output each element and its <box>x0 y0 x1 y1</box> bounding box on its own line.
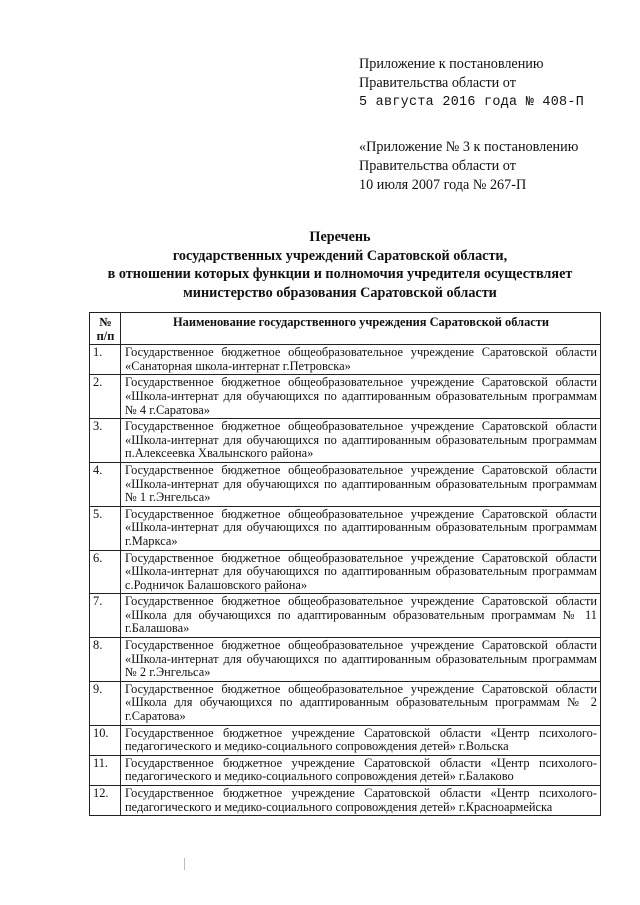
scan-mark <box>184 858 185 870</box>
row-number: 7. <box>90 594 121 638</box>
institution-name: Государственное бюджетное общеобразовательное учреждение Саратовской области «Школа-интернат для обучающихся по адаптированным образовательным программам № 2 г.Энгельса» <box>121 638 601 682</box>
institution-name: Государственное бюджетное учреждение Саратовской области «Центр психолого-педагогического и медико-социального сопровождения детей» г.Вольска <box>121 725 601 755</box>
row-number: 4. <box>90 462 121 506</box>
annex-date-number: 5 августа 2016 года № 408-П <box>359 95 585 110</box>
institution-name: Государственное бюджетное общеобразовательное учреждение Саратовской области «Санаторная школа-интернат г.Петровска» <box>121 345 601 375</box>
title-line: Перечень <box>309 229 371 245</box>
row-number: 1. <box>90 345 121 375</box>
title-line: государственных учреждений Саратовской области, <box>172 247 508 264</box>
column-header-number: № п/п <box>90 313 121 345</box>
row-number: 5. <box>90 506 121 550</box>
annex-line: Правительства области от <box>359 158 516 174</box>
original-annex-block <box>359 138 634 195</box>
document-title <box>40 228 640 302</box>
table-row <box>90 419 601 463</box>
annex-line: Приложение к постановлению <box>359 56 544 72</box>
table-row <box>90 594 601 638</box>
table-row <box>90 638 601 682</box>
table-row <box>90 755 601 785</box>
table-row <box>90 550 601 594</box>
row-number: 8. <box>90 638 121 682</box>
row-number: 11. <box>90 755 121 785</box>
column-header-name: Наименование государственного учреждения Саратовской области <box>121 313 601 345</box>
annex-line: «Приложение № 3 к постановлению <box>359 139 579 155</box>
table-row <box>90 786 601 816</box>
title-line: в отношении которых функции и полномочия учредителя осуществляет <box>107 266 573 282</box>
table-row <box>90 681 601 725</box>
institution-name: Государственное бюджетное общеобразовательное учреждение Саратовской области «Школа-интернат для обучающихся по адаптированным образовательным программам № 1 г.Энгельса» <box>121 462 601 506</box>
table-row <box>90 345 601 375</box>
row-number: 3. <box>90 419 121 463</box>
institution-name: Государственное бюджетное учреждение Саратовской области «Центр психолого-педагогического и медико-социального сопровождения детей» г.Балаково <box>121 755 601 785</box>
row-number: 10. <box>90 725 121 755</box>
institution-name: Государственное бюджетное общеобразовательное учреждение Саратовской области «Школа-интернат для обучающихся по адаптированным образовательным программам п.Алексеевка Хвалынского района» <box>121 419 601 463</box>
institution-name: Государственное бюджетное общеобразовательное учреждение Саратовской области «Школа для обучающихся по адаптированным образовательным программам № 2 г.Саратова» <box>121 681 601 725</box>
row-number: 9. <box>90 681 121 725</box>
table-row <box>90 375 601 419</box>
annex-date-number: 10 июля 2007 года № 267-П <box>359 177 527 193</box>
institution-name: Государственное бюджетное общеобразовательное учреждение Саратовской области «Школа-интернат для обучающихся по адаптированным образовательным программам г.Маркса» <box>121 506 601 550</box>
table-row <box>90 462 601 506</box>
row-number: 2. <box>90 375 121 419</box>
table-row <box>90 506 601 550</box>
row-number: 6. <box>90 550 121 594</box>
title-line: министерство образования Саратовской области <box>183 284 497 301</box>
institutions-table <box>89 312 601 816</box>
annex-line: Правительства области от <box>359 75 516 91</box>
table-header-row <box>90 313 601 345</box>
table-row <box>90 725 601 755</box>
institution-name: Государственное бюджетное общеобразовательное учреждение Саратовской области «Школа-интернат для обучающихся по адаптированным образовательным программам с.Родничок Балашовского района» <box>121 550 601 594</box>
approval-annex-block <box>359 55 634 112</box>
institution-name: Государственное бюджетное учреждение Саратовской области «Центр психолого-педагогического и медико-социального сопровождения детей» г.Красноармейска <box>121 786 601 816</box>
institution-name: Государственное бюджетное общеобразовательное учреждение Саратовской области «Школа для обучающихся по адаптированным образовательным программам № 11 г.Балашова» <box>121 594 601 638</box>
institution-name: Государственное бюджетное общеобразовательное учреждение Саратовской области «Школа-интернат для обучающихся по адаптированным образовательным программам № 4 г.Саратова» <box>121 375 601 419</box>
row-number: 12. <box>90 786 121 816</box>
